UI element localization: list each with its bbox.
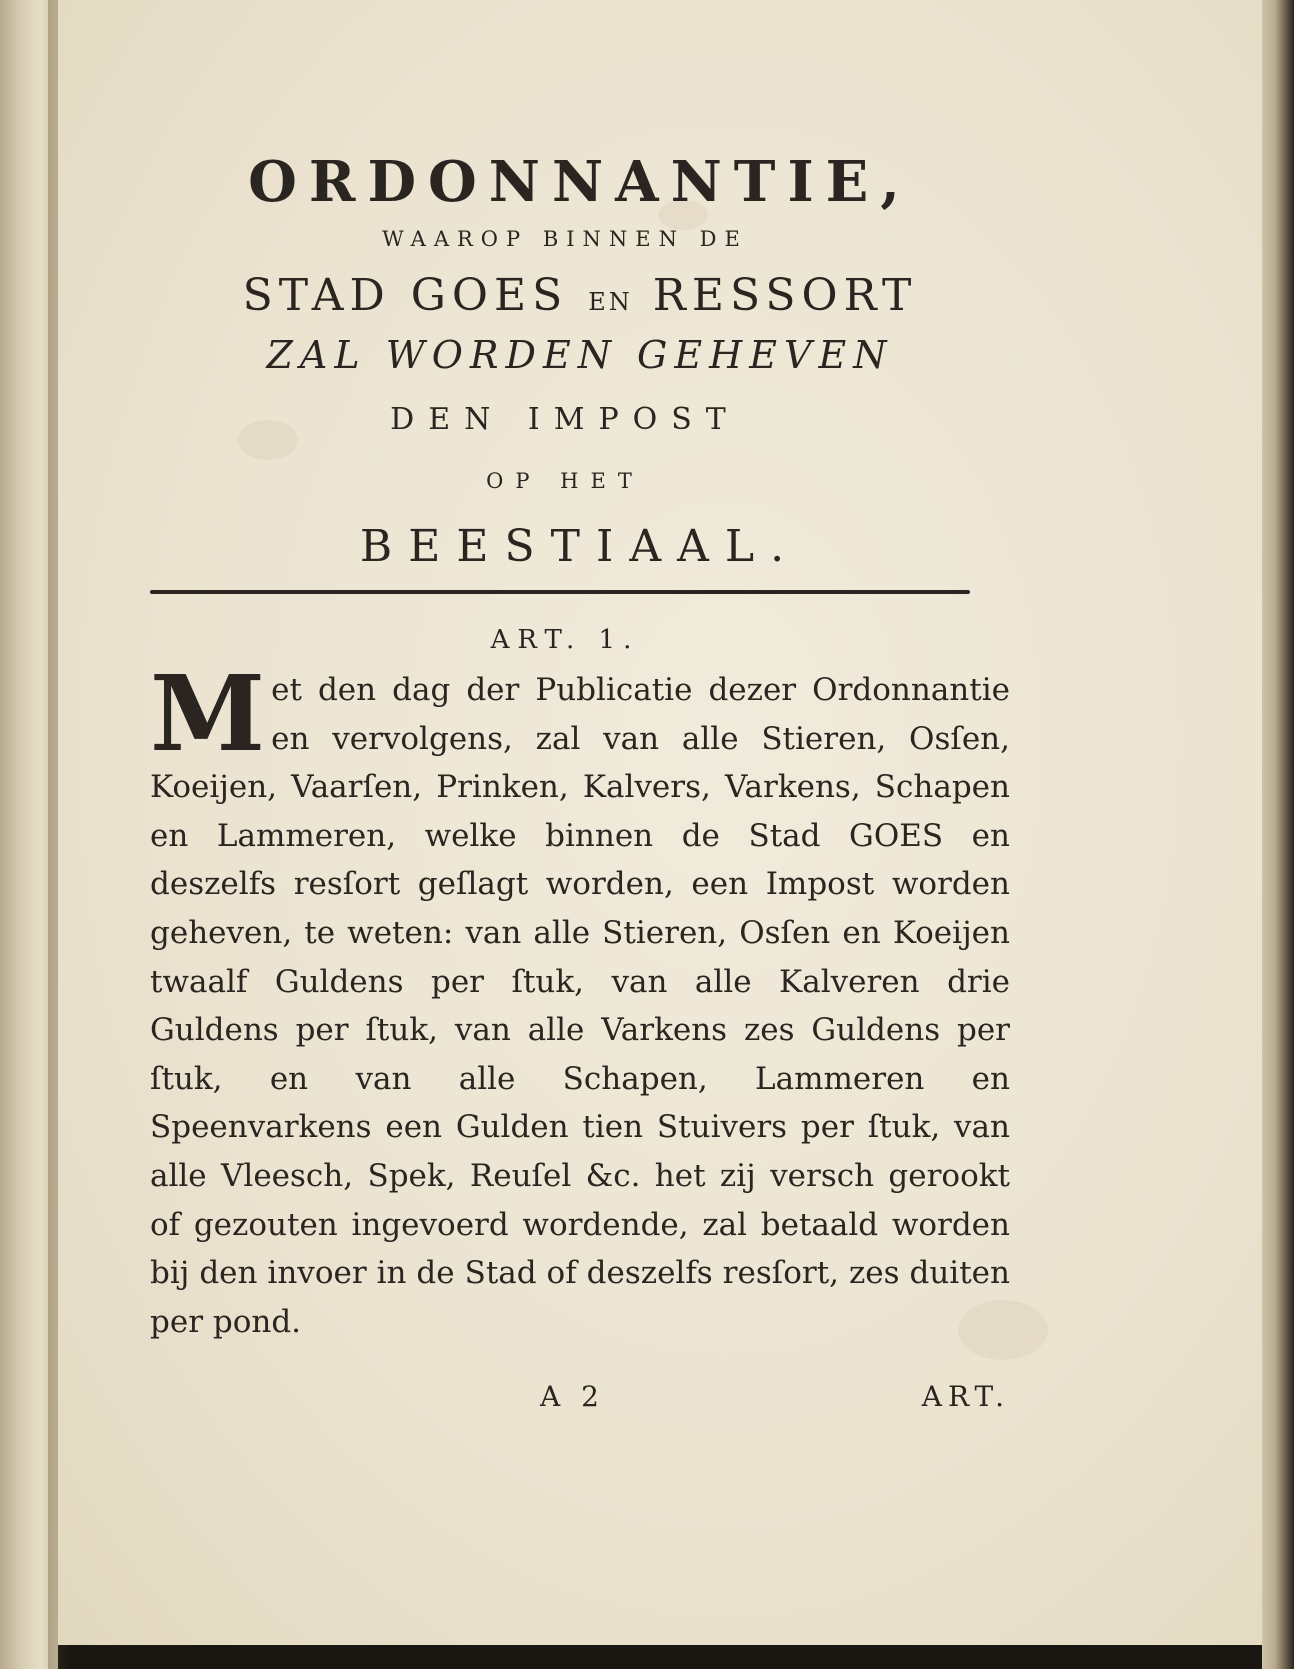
drop-cap: M — [150, 652, 266, 775]
title-op-het: OP HET — [486, 469, 644, 493]
title-impost: DEN IMPOST — [390, 402, 740, 437]
title-city — [150, 270, 1010, 332]
title-italic: ZAL WORDEN GEHEVEN — [266, 333, 894, 377]
article-heading: ART. 1. — [490, 625, 640, 655]
right-page-edge — [1262, 0, 1294, 1669]
title-subject: BEESTIAAL. — [359, 521, 801, 572]
page-footer — [150, 1380, 1010, 1420]
title-city-a: STAD GOES — [242, 270, 569, 321]
signature-mark: A 2 — [540, 1380, 605, 1414]
catchword: ART. — [921, 1380, 1010, 1414]
article-body — [150, 652, 1010, 1346]
title-city-b: RESSORT — [652, 270, 918, 321]
page-content — [120, 150, 1010, 1420]
title-city-connector: EN — [588, 288, 633, 316]
title-rule — [150, 590, 970, 594]
title-sub: WAAROP BINNEN DE — [382, 227, 748, 251]
article-text: et den dag der Publicatie dezer Ordonnantie en vervolgens, zal van alle Stieren, Osſen, Koeijen, Vaarſen, Prinken, Kalvers, Varkens, Schapen en Lammeren, welke binnen de Stad GOES en deszelfs resſort geſlagt worden, een Impost worden geheven, te weten: van alle Stieren, Osſen en Koeijen twaalf Guldens per ſtuk, van alle Kalveren drie Guldens per ſtuk, van alle Varkens zes Guldens per ſtuk, en van alle Schapen, Lammeren en Speenvarkens een Gulden tien Stuivers per ſtuk, van alle Vleesch, Spek, Reuſel &c. het zij versch gerookt of gezouten ingevoerd wordende, zal betaald worden bij den invoer in de Stad of deszelfs resſort, zes duiten per pond. — [150, 672, 1010, 1340]
title-main: ORDONNANTIE, — [248, 149, 912, 215]
